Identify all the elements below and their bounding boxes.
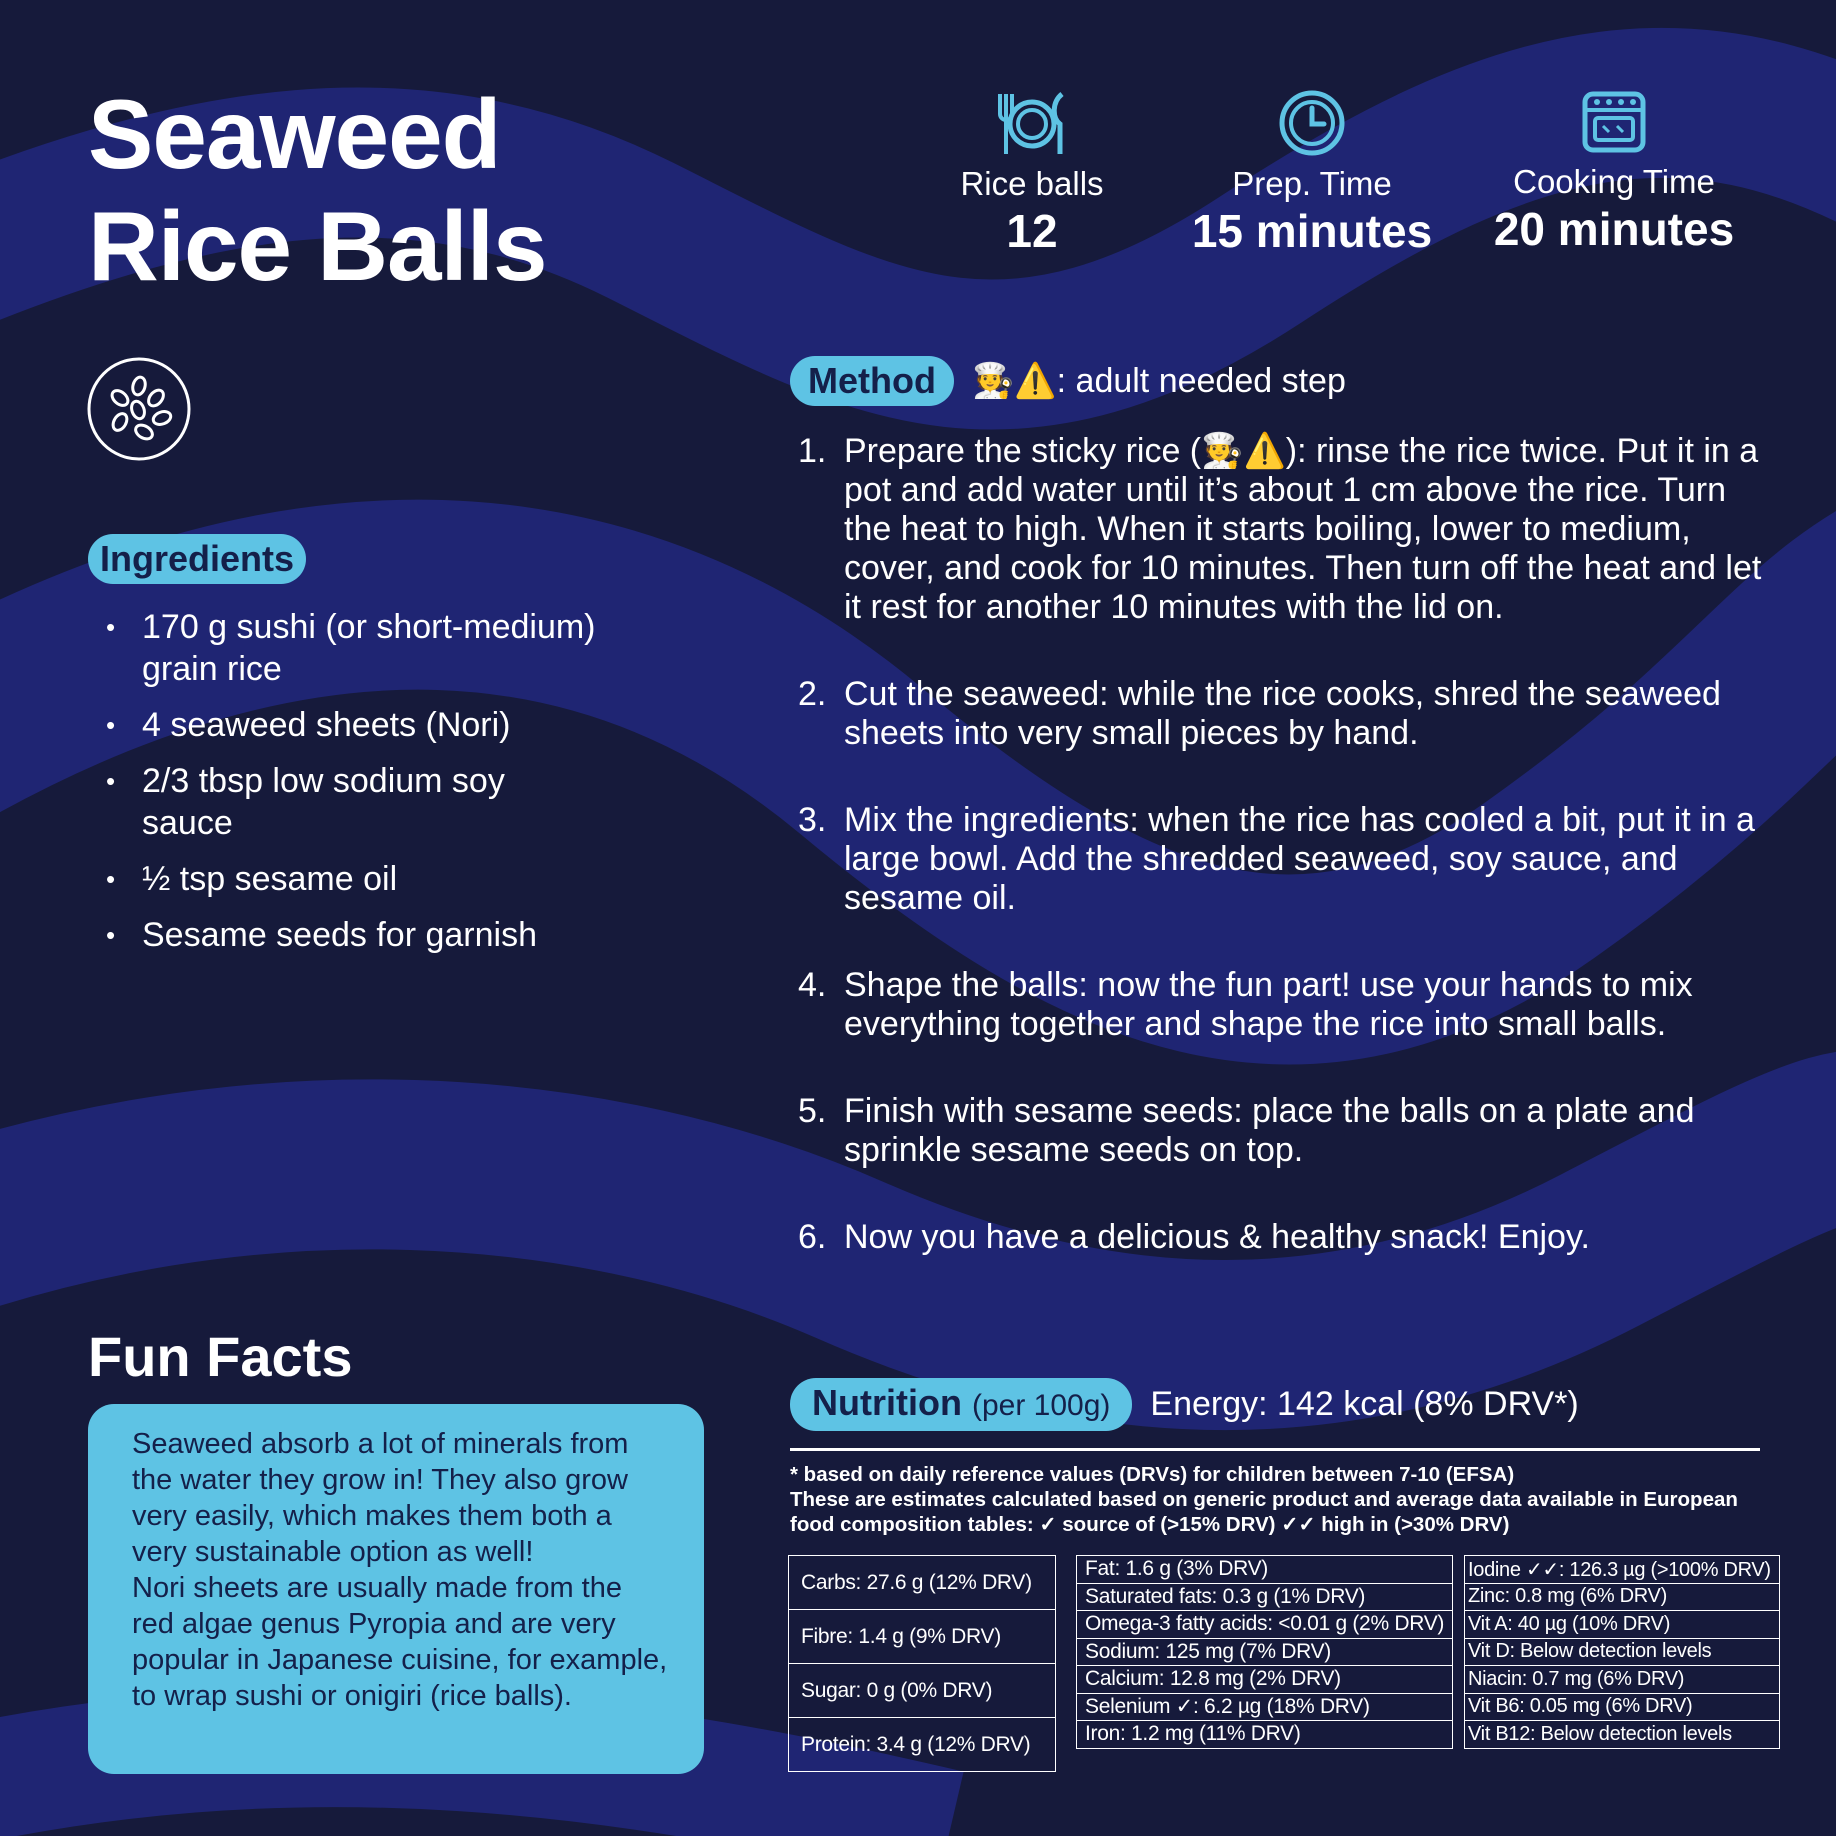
nutrient-cell: Sugar: 0 g (0% DRV)	[789, 1664, 1056, 1718]
ingredient-item: • 2/3 tbsp low sodium soy sauce	[96, 760, 542, 844]
energy-value: Energy: 142 kcal (8% DRV*)	[1150, 1385, 1579, 1423]
step-number: 5.	[798, 1092, 827, 1130]
stat-cooking-label: Cooking Time	[1513, 163, 1715, 200]
method-step	[790, 675, 1770, 753]
method-header	[790, 356, 1346, 406]
stat-servings-label: Rice balls	[960, 165, 1104, 202]
nutrition-table-fats-minerals	[1076, 1555, 1453, 1749]
nutrition-label: Nutrition	[812, 1382, 962, 1423]
recipe-title-line1: Seaweed	[88, 79, 501, 189]
step-number: 4.	[798, 966, 827, 1004]
nutrition-note: These are estimates calculated based on generic product and average data available in European	[790, 1488, 1738, 1511]
step-text: Finish with sesame seeds: place the balls on a plate and sprinkle sesame seeds on top.	[844, 1092, 1695, 1169]
nutrient-cell: Vit B6: 0.05 mg (6% DRV)	[1465, 1693, 1780, 1721]
step-text: Mix the ingredients: when the rice has cooled a bit, put it in a large bowl. Add the shredded seaweed, soy sauce, and sesame oil.	[844, 801, 1755, 917]
nutrient-cell: Zinc: 0.8 mg (6% DRV)	[1465, 1583, 1780, 1611]
nutrient-cell: Vit B12: Below detection levels	[1465, 1721, 1780, 1749]
method-steps	[790, 432, 1770, 1305]
ingredient-item: • 170 g sushi (or short-medium) grain rice	[96, 606, 656, 690]
step-text: Prepare the sticky rice (🧑‍🍳⚠️): rinse the rice twice. Put it in a pot and add water until it’s about 1 cm above the rice. Turn the heat to high. When it starts boiling, lower to medium, cover, and cook for 10 minutes. Then turn off the heat and let it rest for another 10 minutes with the lid on.	[844, 432, 1762, 626]
ingredient-item: • Sesame seeds for garnish	[96, 914, 656, 956]
nutrition-per: (per 100g)	[971, 1389, 1111, 1422]
nutrient-cell: Niacin: 0.7 mg (6% DRV)	[1465, 1666, 1780, 1694]
method-step	[790, 1218, 1770, 1257]
fun-fact-paragraph: Nori sheets are usually made from the red algae genus Pyropia and are very popular in Japanese cuisine, for example, to wrap sushi or onigiri (rice balls).	[132, 1572, 668, 1712]
nutrition-heading	[790, 1378, 1132, 1431]
stat-servings	[892, 88, 1172, 258]
method-step	[790, 966, 1770, 1044]
stat-prep-label: Prep. Time	[1232, 165, 1392, 202]
nutrient-cell: Carbs: 27.6 g (12% DRV)	[789, 1556, 1056, 1610]
ingredients-heading: Ingredients	[88, 534, 306, 584]
step-number: 3.	[798, 801, 827, 839]
nutrient-cell: Calcium: 12.8 mg (2% DRV)	[1077, 1666, 1453, 1694]
nutrient-cell: Vit A: 40 µg (10% DRV)	[1465, 1611, 1780, 1639]
nutrient-cell: Protein: 3.4 g (12% DRV)	[789, 1718, 1056, 1772]
nutrient-cell: Sodium: 125 mg (7% DRV)	[1077, 1638, 1453, 1666]
nutrient-cell: Selenium ✓: 6.2 µg (18% DRV)	[1077, 1693, 1453, 1721]
method-heading: Method	[790, 356, 954, 406]
nutrition-table-vitamins	[1464, 1555, 1780, 1749]
method-step	[790, 432, 1770, 627]
step-number: 2.	[798, 675, 827, 713]
nutrition-note: * based on daily reference values (DRVs) for children between 7-10 (EFSA)	[790, 1463, 1515, 1486]
nutrition-notes	[790, 1462, 1780, 1537]
nutrition-header	[790, 1378, 1579, 1431]
nutrient-cell: Iron: 1.2 mg (11% DRV)	[1077, 1721, 1453, 1749]
stat-prep-time	[1172, 88, 1452, 258]
nutrient-cell: Fat: 1.6 g (3% DRV)	[1077, 1556, 1453, 1584]
oven-icon	[1579, 88, 1649, 156]
plate-cutlery-icon	[992, 88, 1072, 158]
step-text: Now you have a delicious & healthy snack! Enjoy.	[844, 1218, 1590, 1256]
method-step	[790, 1092, 1770, 1170]
nutrition-note: food composition tables: ✓ source of (>15% DRV) ✓✓ high in (>30% DRV)	[790, 1513, 1510, 1536]
step-text: Cut the seaweed: while the rice cooks, shred the seaweed sheets into very small pieces by hand.	[844, 675, 1721, 752]
nutrient-cell: Iodine ✓✓: 126.3 µg (>100% DRV)	[1465, 1556, 1780, 1584]
ingredient-item: • ½ tsp sesame oil	[96, 858, 656, 900]
nutrition-table-macros	[788, 1555, 1056, 1772]
ingredient-item: • 4 seaweed sheets (Nori)	[96, 704, 656, 746]
ingredients-list	[96, 606, 656, 970]
nutrient-cell: Fibre: 1.4 g (9% DRV)	[789, 1610, 1056, 1664]
stat-cooking-value: 20 minutes	[1493, 203, 1735, 255]
step-text: Shape the balls: now the fun part! use your hands to mix everything together and shape the rice into small balls.	[844, 966, 1693, 1043]
stat-cooking-time	[1474, 88, 1754, 256]
nutrient-cell: Omega-3 fatty acids: <0.01 g (2% DRV)	[1077, 1611, 1453, 1639]
stat-servings-value: 12	[1006, 205, 1058, 257]
recipe-title-line2: Rice Balls	[88, 191, 547, 301]
method-step	[790, 801, 1770, 918]
clock-icon	[1277, 88, 1347, 158]
fun-facts-title: Fun Facts	[88, 1325, 353, 1388]
fun-facts-box	[88, 1404, 704, 1774]
recipe-title	[88, 78, 728, 302]
step-number: 6.	[798, 1218, 827, 1256]
method-adult-note: 🧑‍🍳⚠️: adult needed step	[971, 362, 1346, 400]
stat-prep-value: 15 minutes	[1191, 205, 1433, 257]
nutrition-divider	[790, 1448, 1760, 1451]
step-number: 1.	[798, 432, 827, 470]
nutrient-cell: Vit D: Below detection levels	[1465, 1638, 1780, 1666]
fun-fact-paragraph: Seaweed absorb a lot of minerals from the water they grow in! They also grow very easily, which makes them both a very sustainable option as well!	[132, 1428, 629, 1568]
seeds-icon	[86, 356, 192, 462]
nutrient-cell: Saturated fats: 0.3 g (1% DRV)	[1077, 1583, 1453, 1611]
